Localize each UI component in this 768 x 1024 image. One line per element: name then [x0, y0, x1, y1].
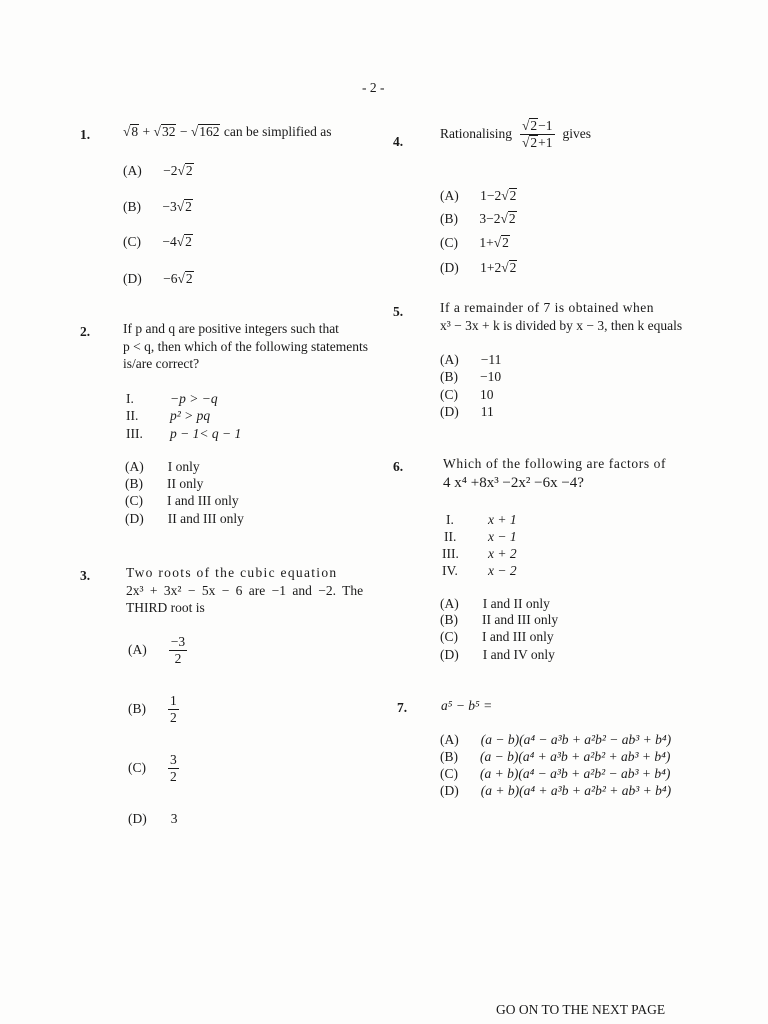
option-text: II and III only: [167, 511, 244, 526]
option-c[interactable]: [440, 629, 554, 645]
option-b[interactable]: [440, 749, 670, 765]
option-label: (B): [440, 612, 458, 627]
option-d[interactable]: [440, 404, 494, 420]
option-d[interactable]: [125, 511, 244, 527]
option-label: (C): [440, 235, 458, 250]
option-label: (D): [128, 811, 147, 826]
option-text: I and III only: [167, 493, 239, 508]
option-label: (A): [440, 732, 459, 747]
option-label: (D): [123, 271, 142, 286]
statement-label: II.: [444, 529, 457, 544]
question-4-fraction: $\frac{√2-1}{√2+1}$: [522, 118, 553, 150]
option-text: I only: [167, 459, 200, 474]
option-d[interactable]: [440, 260, 517, 276]
option-b[interactable]: [123, 199, 193, 215]
option-label: (A): [123, 163, 142, 178]
question-4-suffix: gives: [562, 126, 592, 142]
option-text: 3: [170, 811, 178, 826]
option-value: −6√2: [163, 271, 193, 286]
option-c[interactable]: [125, 493, 239, 509]
question-6-stem-line1: Which of the following are factors of: [443, 456, 667, 471]
option-a[interactable]: [440, 188, 517, 204]
option-label: (B): [128, 701, 146, 717]
option-label: (A): [125, 459, 144, 474]
question-7-number: 7.: [397, 700, 408, 715]
question-2-stem-line3: is/are correct?: [123, 356, 200, 371]
option-fraction: $\frac{1}{2}$: [170, 693, 177, 725]
question-5-stem-line1: If a remainder of 7 is obtained when: [440, 300, 655, 315]
option-b[interactable]: [125, 476, 203, 492]
option-label: (B): [440, 211, 458, 226]
option-label: (C): [440, 387, 458, 402]
option-label: (A): [440, 596, 459, 611]
option-fraction: $\frac{3}{2}$: [170, 752, 177, 784]
option-label: (A): [440, 352, 459, 367]
option-b[interactable]: [440, 369, 501, 385]
option-value: 1−2√2: [480, 188, 517, 203]
question-4-prefix: Rationalising: [440, 126, 512, 142]
question-5-number: 5.: [393, 304, 404, 319]
option-label: (D): [440, 404, 459, 419]
question-3-number: 3.: [80, 568, 91, 583]
option-value: −3√2: [162, 199, 192, 214]
option-value: 3−2√2: [479, 211, 516, 226]
question-2-stem-line2: p < q, then which of the following statements: [123, 339, 368, 354]
option-c[interactable]: [440, 387, 494, 403]
option-a[interactable]: [440, 352, 501, 368]
question-1-number: 1.: [80, 127, 91, 142]
option-value: −2√2: [163, 163, 193, 178]
question-1-text: can be simplified as: [223, 124, 332, 139]
statement-text: x − 1: [488, 529, 517, 544]
option-b[interactable]: [440, 612, 558, 628]
footer-next-page: GO ON TO THE NEXT PAGE: [496, 1002, 666, 1017]
option-label: (D): [440, 647, 459, 662]
option-label: (D): [440, 260, 459, 275]
question-4-stem: [440, 118, 591, 151]
option-a[interactable]: [125, 459, 200, 475]
statement-text: x + 2: [488, 546, 517, 561]
page-number: - 2 -: [362, 80, 385, 95]
option-c[interactable]: [440, 235, 510, 251]
option-a[interactable]: [440, 596, 550, 612]
option-d[interactable]: [440, 783, 671, 799]
option-text: 11: [480, 404, 494, 419]
question-6-number: 6.: [393, 459, 404, 474]
option-text: I and II only: [482, 596, 550, 611]
option-value: 1+√2: [479, 235, 509, 250]
option-b[interactable]: [440, 211, 517, 227]
option-text: (a + b)(a⁴ + a³b + a²b² + ab³ + b⁴): [480, 783, 672, 798]
radicand: 32: [161, 124, 176, 139]
option-a[interactable]: [123, 163, 194, 179]
option-a[interactable]: [128, 634, 187, 666]
option-label: (B): [440, 749, 458, 764]
option-text: II and III only: [482, 612, 559, 627]
question-4-number: 4.: [393, 134, 404, 149]
option-text: (a − b)(a⁴ + a³b + a²b² + ab³ + b⁴): [480, 749, 671, 764]
question-2-stem-line1: If p and q are positive integers such that: [123, 321, 339, 336]
option-label: (B): [123, 199, 141, 214]
statement-label: II.: [126, 408, 139, 423]
option-c[interactable]: [128, 752, 179, 784]
option-label: (C): [440, 629, 458, 644]
option-label: (A): [128, 642, 147, 658]
statement-label: III.: [126, 426, 143, 441]
option-label: (C): [125, 493, 143, 508]
option-label: (C): [440, 766, 458, 781]
option-b[interactable]: [128, 693, 179, 725]
statement-text: p² > pq: [170, 408, 211, 423]
statement-text: x − 2: [488, 563, 517, 578]
question-5-stem-line2: x³ − 3x + k is divided by x − 3, then k equals: [440, 318, 683, 333]
statement-text: −p > −q: [170, 391, 218, 406]
option-text: II only: [167, 476, 204, 491]
option-text: I and IV only: [482, 647, 555, 662]
option-text: −10: [480, 369, 502, 384]
option-label: (B): [440, 369, 458, 384]
option-d[interactable]: [440, 647, 555, 663]
option-d[interactable]: [128, 811, 178, 827]
question-1-stem: √8 + √32 − √162 can be simplified as: [123, 124, 332, 139]
option-label: (D): [440, 783, 459, 798]
statement-label: IV.: [442, 563, 458, 578]
radicand: 8: [131, 124, 139, 139]
option-d[interactable]: [123, 271, 194, 287]
statement-label: I.: [446, 512, 454, 527]
option-label: (B): [125, 476, 143, 491]
option-c[interactable]: [123, 234, 193, 250]
option-fraction: $\frac{-3}{2}$: [170, 634, 186, 666]
question-6-stem-line2: 4 x⁴ +8x³ −2x² −6x −4?: [443, 475, 584, 491]
statement-text: x + 1: [488, 512, 517, 527]
option-label: (A): [440, 188, 459, 203]
option-value: 1+2√2: [480, 260, 517, 275]
option-c[interactable]: [440, 766, 670, 782]
option-text: I and III only: [482, 629, 554, 644]
question-3-stem-line3: THIRD root is: [126, 600, 205, 615]
statement-label: I.: [126, 391, 134, 406]
statement-label: III.: [442, 546, 459, 561]
radicand: 162: [199, 124, 220, 139]
option-text: 10: [480, 387, 494, 402]
option-a[interactable]: [440, 732, 671, 748]
question-7-stem: a⁵ − b⁵ =: [441, 698, 493, 713]
option-label: (C): [128, 760, 146, 776]
option-label: (D): [125, 511, 144, 526]
option-label: (C): [123, 234, 141, 249]
option-value: −4√2: [162, 234, 192, 249]
option-text: (a + b)(a⁴ − a³b + a²b² − ab³ + b⁴): [480, 766, 671, 781]
option-text: (a − b)(a⁴ − a³b + a²b² − ab³ + b⁴): [480, 732, 672, 747]
option-text: −11: [480, 352, 502, 367]
question-3-stem-line1: Two roots of the cubic equation: [126, 565, 338, 580]
question-3-stem-line2: 2x³ + 3x² − 5x − 6 are −1 and −2. The: [126, 583, 364, 598]
statement-text: p − 1< q − 1: [170, 426, 242, 441]
question-2-number: 2.: [80, 324, 91, 339]
